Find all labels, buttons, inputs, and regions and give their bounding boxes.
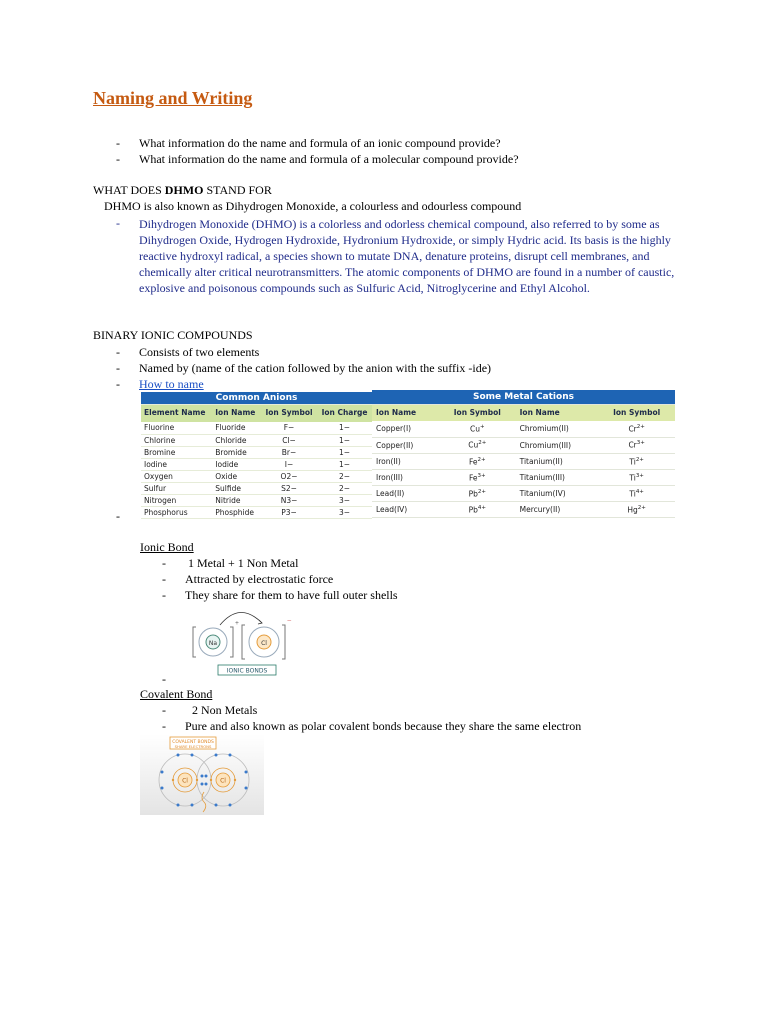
table-row <box>141 506 372 518</box>
table-row <box>141 458 372 470</box>
table-cell: F− <box>261 422 317 434</box>
table-cell: $Cr^{3+}$ <box>598 437 675 453</box>
table-cell: Oxide <box>212 470 261 482</box>
table-cell: $Cu^{2+}$ <box>439 437 516 453</box>
table-cell: Chromium(II) <box>516 421 599 437</box>
binary-item-2: Named by (name of the cation followed by the anion with the suffix -ide) <box>139 361 492 375</box>
table-cell: Sulfide <box>212 482 261 494</box>
table-cell: Copper(I) <box>372 421 439 437</box>
table-cell: 2− <box>317 470 372 482</box>
table-cell: Nitrogen <box>141 494 212 506</box>
binary-heading: BINARY IONIC COMPOUNDS <box>93 328 253 342</box>
bullet-dash: - <box>116 136 120 150</box>
question-1: What information do the name and formula of an ionic compound provide? <box>139 136 501 150</box>
table-row <box>141 434 372 446</box>
table-cell: Fluoride <box>212 422 261 434</box>
table-cell: $Fe^{3+}$ <box>439 469 516 485</box>
table-cell: Cl− <box>261 434 317 446</box>
table-cell: P3− <box>261 506 317 518</box>
table-row <box>372 437 675 453</box>
table-row <box>372 469 675 485</box>
page-title: Naming and Writing <box>93 88 253 108</box>
table-cell: O2− <box>261 470 317 482</box>
table-cell: Mercury(II) <box>516 501 599 517</box>
table-cell: $Pb^{4+}$ <box>439 501 516 517</box>
bullet-dash: - <box>162 672 166 686</box>
table-row <box>372 453 675 469</box>
table-cell: Lead(II) <box>372 485 439 501</box>
bullet-dash: - <box>116 361 120 375</box>
table-cell: Oxygen <box>141 470 212 482</box>
how-to-name-link[interactable]: How to name <box>139 377 204 391</box>
dhmo-heading: WHAT DOES DHMO STAND FOR <box>93 183 272 197</box>
table-cell: Phosphide <box>212 506 261 518</box>
table-row <box>141 470 372 482</box>
dhmo-intro: DHMO is also known as Dihydrogen Monoxide, a colourless and odourless compound <box>104 199 522 213</box>
table-cell: Chromium(III) <box>516 437 599 453</box>
atom-label: Cl <box>261 640 267 647</box>
table-row <box>372 485 675 501</box>
table-cell: I− <box>261 458 317 470</box>
table-cell: Iodide <box>212 458 261 470</box>
column-header: Ion Symbol <box>261 404 317 422</box>
ionic-bond-heading: Ionic Bond <box>140 540 194 554</box>
table-cell: Titanium(II) <box>516 453 599 469</box>
ionic-item-2: Attracted by electrostatic force <box>185 572 334 586</box>
table-cell: 3− <box>317 506 372 518</box>
bullet-dash: - <box>116 377 120 391</box>
table-row <box>372 501 675 517</box>
bullet-dash: - <box>116 152 120 166</box>
bullet-dash: - <box>162 556 166 570</box>
common-anions-table <box>141 392 372 519</box>
table-cell: $Fe^{2+}$ <box>439 453 516 469</box>
binary-item-1: Consists of two elements <box>139 345 260 359</box>
covalent-bond-heading: Covalent Bond <box>140 687 213 701</box>
table-cell: 1− <box>317 458 372 470</box>
column-header: Ion Symbol <box>598 404 675 421</box>
column-header: Ion Name <box>516 404 599 421</box>
table-cell: Copper(II) <box>372 437 439 453</box>
table-cell: Titanium(III) <box>516 469 599 485</box>
atom-label: Cl <box>182 777 188 785</box>
table-cell: $Pb^{2+}$ <box>439 485 516 501</box>
table-cell: Bromide <box>212 446 261 458</box>
table-cell: 1− <box>317 446 372 458</box>
column-header: Element Name <box>141 404 212 422</box>
question-2: What information do the name and formula of a molecular compound provide? <box>139 152 519 166</box>
bullet-dash: - <box>162 703 166 717</box>
table-cell: Cu+ <box>439 421 516 437</box>
image-caption: SHARE ELECTRONS <box>174 744 212 749</box>
column-header: Ion Name <box>212 404 261 422</box>
table-cell: 1− <box>317 422 372 434</box>
metal-cations-table <box>372 390 675 518</box>
table-cell: Iron(II) <box>372 453 439 469</box>
table-cell: Sulfur <box>141 482 212 494</box>
image-caption: COVALENT BONDS <box>172 740 214 745</box>
table-cell: Fluorine <box>141 422 212 434</box>
ionic-item-3: They share for them to have full outer shells <box>185 588 398 602</box>
table-cell: Nitride <box>212 494 261 506</box>
table-caption: Common Anions <box>141 392 372 404</box>
table-row <box>141 422 372 434</box>
table-cell: Br− <box>261 446 317 458</box>
table-cell: Bromine <box>141 446 212 458</box>
image-caption: IONIC BONDS <box>226 667 268 675</box>
table-cell: Lead(IV) <box>372 501 439 517</box>
column-header: Ion Name <box>372 404 439 421</box>
dhmo-paragraph: Dihydrogen Monoxide (DHMO) is a colorless and odorless chemical compound, also referred to by some as Dihydrogen Oxide, Hydrogen Hydroxide, Hydronium Hydroxide, or simply Hydric acid. Its basis is the highly reactive hydroxyl radical, a species shown to mutate DNA, denature proteins, disrupt cell membranes, and chemically alter critical neurotransmitters. The atomic components of DHMO are found in a number of caustic, explosive and poisonous compounds such as Sulfuric Acid, Nitroglycerine and Ethyl Alcohol. <box>139 217 675 295</box>
table-cell: Chloride <box>212 434 261 446</box>
bullet-dash: - <box>116 216 120 230</box>
table-cell: N3− <box>261 494 317 506</box>
svg-text:−: − <box>287 616 292 625</box>
table-cell: $Cr^{2+}$ <box>598 421 675 437</box>
table-cell: $Ti^{2+}$ <box>598 453 675 469</box>
covalent-item-1: 2 Non Metals <box>192 703 258 717</box>
covalent-item-2: Pure and also known as polar covalent bonds because they share the same electron <box>185 719 582 733</box>
table-cell: Phosphorus <box>141 506 212 518</box>
bullet-dash: - <box>162 588 166 602</box>
table-cell: 1− <box>317 434 372 446</box>
covalent-bond-illustration <box>140 734 264 815</box>
bullet-dash: - <box>162 719 166 733</box>
table-row <box>372 421 675 437</box>
atom-label: Cl <box>220 777 226 785</box>
table-cell: 3− <box>317 494 372 506</box>
column-header: Ion Charge <box>317 404 372 422</box>
table-cell: Chlorine <box>141 434 212 446</box>
column-header: Ion Symbol <box>439 404 516 421</box>
table-row <box>141 494 372 506</box>
table-cell: $Ti^{4+}$ <box>598 485 675 501</box>
atom-label: Na <box>208 640 218 647</box>
ionic-bond-illustration <box>190 605 304 677</box>
table-cell: $Hg^{2+}$ <box>598 501 675 517</box>
table-caption: Some Metal Cations <box>372 390 675 404</box>
bullet-dash: - <box>116 509 120 523</box>
bullet-dash: - <box>116 345 120 359</box>
bullet-dash: - <box>162 572 166 586</box>
table-row <box>141 446 372 458</box>
table-row <box>141 482 372 494</box>
table-cell: Iron(III) <box>372 469 439 485</box>
table-cell: $Ti^{3+}$ <box>598 469 675 485</box>
ionic-item-1: 1 Metal + 1 Non Metal <box>188 556 299 570</box>
svg-text:+: + <box>235 619 239 627</box>
table-cell: 2− <box>317 482 372 494</box>
table-cell: Titanium(IV) <box>516 485 599 501</box>
table-cell: Iodine <box>141 458 212 470</box>
table-cell: S2− <box>261 482 317 494</box>
